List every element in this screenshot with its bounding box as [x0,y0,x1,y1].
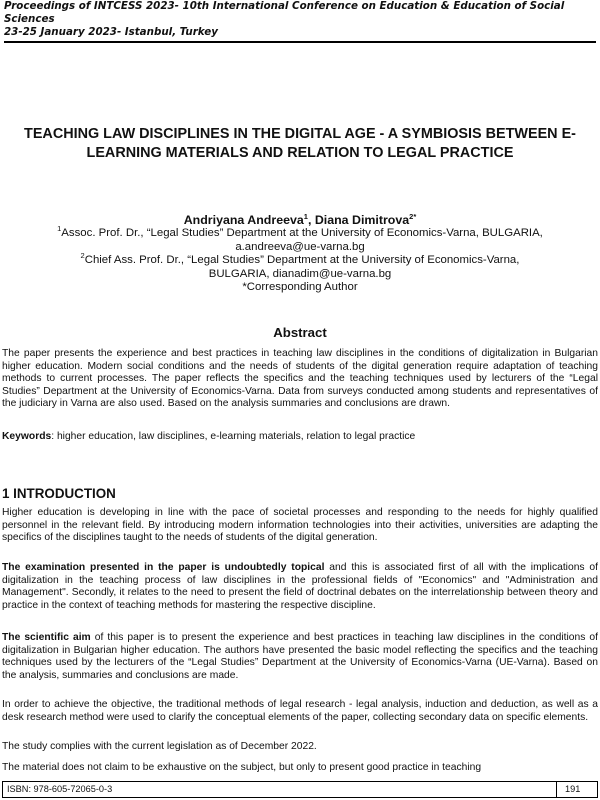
author-superscript: 1 [303,211,308,221]
author-superscript: 2* [409,211,417,221]
body-paragraph: The study complies with the current legislation as of December 2022. [2,741,317,752]
paper-title: TEACHING LAW DISCIPLINES IN THE DIGITAL AGE - A SYMBIOSIS BETWEEN E-LEARNING MATERIALS AND RELATION TO LEGAL PRACTICE [24,126,576,161]
author-name: Diana Dimitrova [314,213,410,227]
paragraph-text: and this is associated first of all with the implications of digitalization in the teaching process of law disciplines in the professional fields of "Economics" and "Administration and Management". Secondly, it relates to the need to present the field of doctrinal debates on the interrelationship between theory and practice in the context of teaching methods for mastering the respective discipline. [2,562,598,611]
body-paragraph [2,632,598,682]
abstract-heading: Abstract [273,325,327,340]
paragraph-lead: The examination presented in the paper is undoubtedly topical [2,562,325,573]
affiliation-2-email: BULGARIA, dianadim@ue-varna.bg [208,267,392,280]
conference-date-location: 23-25 January 2023- Istanbul, Turkey [4,26,218,38]
keywords [2,431,598,444]
running-header [0,0,600,43]
page-number: 191 [565,784,581,794]
affiliation-text: Chief Ass. Prof. Dr., “Legal Studies” Department at the University of Economics-Varna, [84,254,520,266]
author-block [0,213,600,295]
author-names [0,213,600,227]
author-name: Andriyana Andreeva [183,213,304,227]
affiliation-superscript: 2 [80,251,85,261]
conference-name: Proceedings of INTCESS 2023- 10th International Conference on Education & Education of Social Sciences [4,0,565,25]
section-heading: 1 INTRODUCTION [2,486,116,501]
author-separator: , [307,213,315,227]
keywords-label: Keywords [2,431,52,442]
paragraph-text: of this paper is to present the experience and best practices in teaching law disciplines in the conditions of digitalization in Bulgarian higher education. The authors have presented the basic model reflecting the specifics and the teaching techniques used by the lecturers of the “Legal Studies” Department at the University of Economics-Varna (UE-Varna). Based on the analysis, summaries and conclusions are made. [2,632,598,681]
body-paragraph: In order to achieve the objective, the traditional methods of legal research - legal analysis, induction and deduction, as well as a desk research method were used to clarify the conceptual elements of the paper, collecting secondary data on specific elements. [2,699,598,723]
isbn: ISBN: 978-605-72065-0-3 [7,784,113,794]
page-footer [2,781,598,798]
body-paragraph: The material does not claim to be exhaustive on the subject, but only to present good practice in teaching [2,762,482,773]
affiliation-text: Assoc. Prof. Dr., “Legal Studies” Department at the University of Economics-Varna, BULGARIA, [61,227,543,239]
affiliation-superscript: 1 [57,224,62,234]
abstract-text: The paper presents the experience and best practices in teaching law disciplines in the conditions of digitalization in Bulgarian higher education. Modern social conditions and the needs of students of the digital generation require adaptation of teaching methods to current processes. The paper reflects the specifics and the teaching techniques used by lecturers of the “Legal Studies” Department at the University of Economics-Varna. Data from surveys conducted among students and representatives of the judiciary in Varna are also used. Based on the analysis summaries and conclusions are drawn. [2,348,598,410]
paragraph-lead: The scientific aim [2,632,91,643]
affiliation-2 [0,251,600,268]
body-paragraph: Higher education is developing in line with the pace of societal processes and responding to the needs for highly qualified personnel in the relevant field. By introducing modern information technologies into their activities, universities are adapting the specifics of the disciplines taught to the needs of students of the digital generation. [2,507,598,544]
affiliation-1-email: a.andreeva@ue-varna.bg [235,240,365,253]
body-paragraph [2,562,598,612]
header-rule [4,41,596,43]
corresponding-author-note: *Corresponding Author [242,281,358,293]
footer-divider [556,782,557,797]
affiliation-1 [0,224,600,241]
keywords-list: : higher education, law disciplines, e-learning materials, relation to legal practice [51,431,416,442]
